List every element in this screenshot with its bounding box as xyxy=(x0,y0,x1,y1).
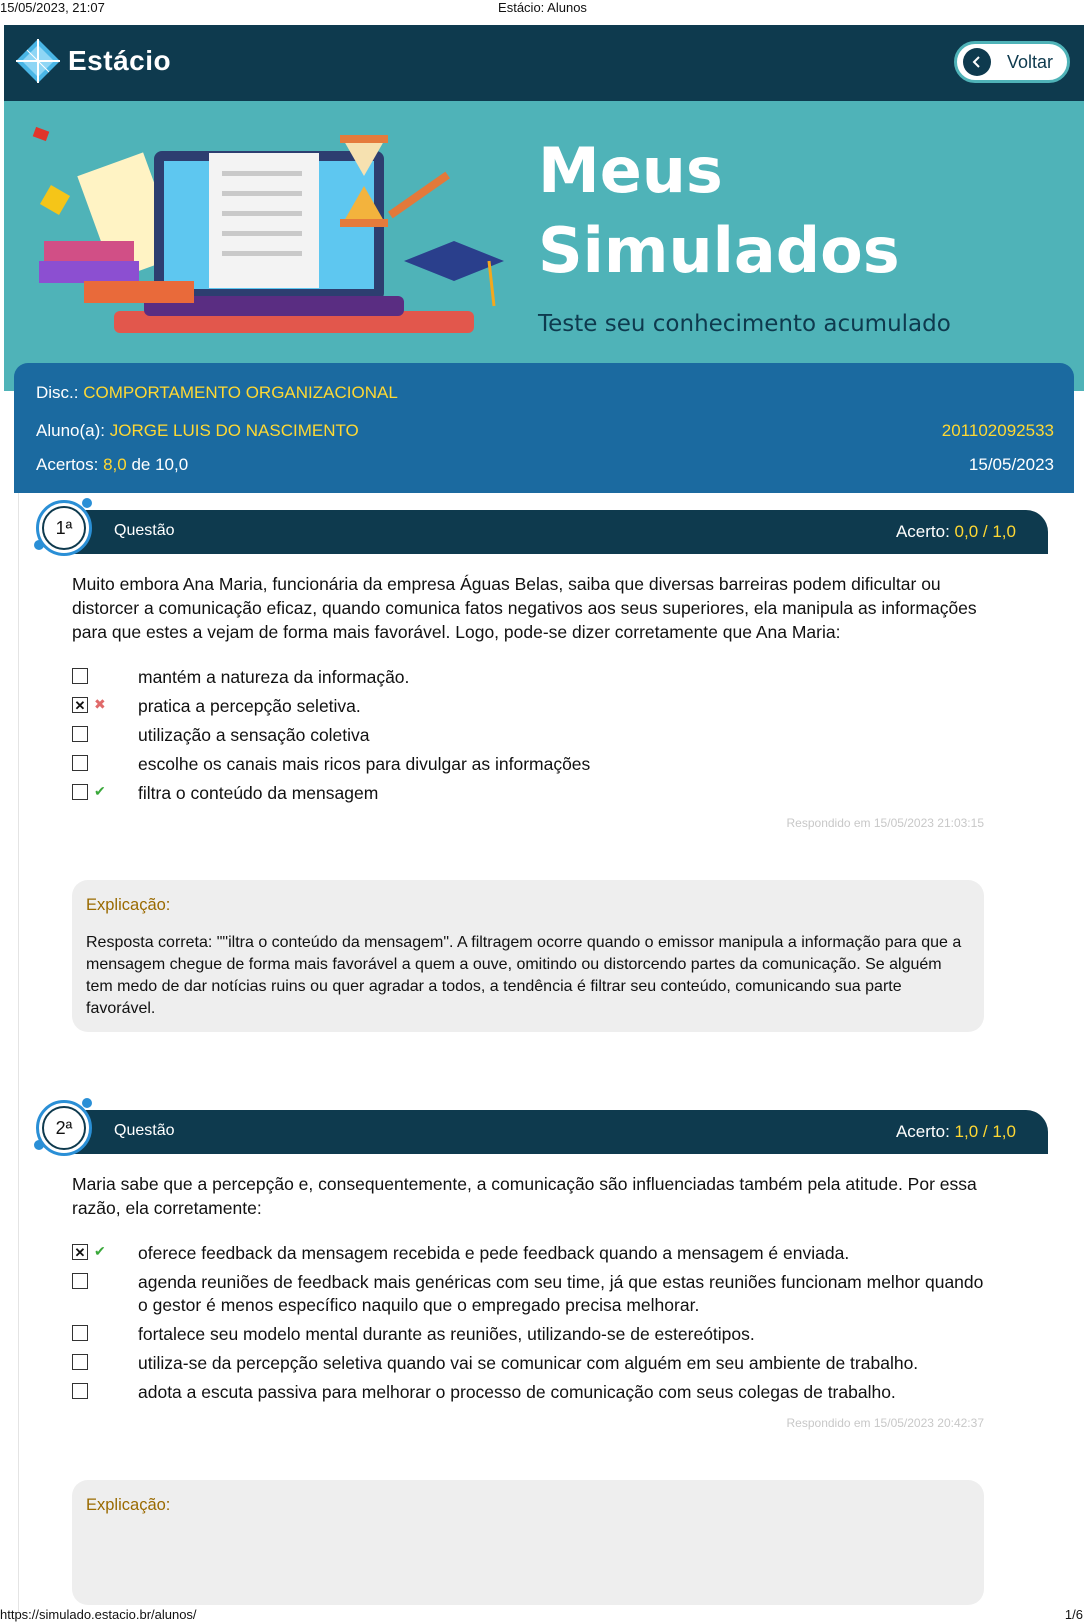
option-text: utilização a sensação coletiva xyxy=(138,725,370,745)
option-d[interactable] xyxy=(72,1352,992,1375)
acerto-total: / 1,0 xyxy=(982,522,1016,541)
study-illustration xyxy=(24,121,524,351)
option-checkbox[interactable] xyxy=(72,755,88,771)
page-title-line2: Simulados xyxy=(538,214,900,287)
option-e[interactable] xyxy=(72,1381,992,1404)
question-number: 2ª xyxy=(42,1106,86,1150)
page-subtitle: Teste seu conhecimento acumulado xyxy=(538,311,951,337)
option-text: agenda reuniões de feedback mais genéricas com seu time, já que estas reuniões funcionam melhor quando o gestor é menos específico naquilo que o empregado precisa melhorar. xyxy=(138,1272,984,1315)
content-border xyxy=(18,493,19,1613)
no-mark xyxy=(94,1352,110,1370)
question-1-options xyxy=(72,666,992,811)
page-title-line1: Meus xyxy=(538,134,723,207)
brand-name: Estácio xyxy=(68,45,172,76)
option-checkbox-checked[interactable]: ✕ xyxy=(72,1244,88,1260)
correct-check-icon: ✔ xyxy=(94,1243,106,1259)
correct-check-icon: ✔ xyxy=(94,783,106,799)
discipline-row xyxy=(36,383,398,403)
print-url: https://simulado.estacio.br/alunos/ xyxy=(0,1607,197,1622)
option-text: adota a escuta passiva para melhorar o processo de comunicação com seus colegas de trabalho. xyxy=(138,1382,896,1402)
exam-info-panel xyxy=(14,363,1074,493)
score-row xyxy=(36,455,188,475)
question-1-header xyxy=(18,510,1048,554)
question-label: Questão xyxy=(114,1122,175,1139)
option-checkbox[interactable] xyxy=(72,1273,88,1289)
question-1-explanation xyxy=(72,880,984,1032)
explanation-text: Resposta correta: ""iltra o conteúdo da mensagem". A filtragem ocorre quando o emissor manipula a informação para que a mensagem chegue de forma mais favorável a quem a ouve, omitindo ou distorcendo partes da comunicação. Se alguém tem medo de dar notícias ruins ou quer agradar a todos, a tendência é filtrar seu conteúdo, comunicando sua parte favorável. xyxy=(86,934,962,1017)
answered-timestamp: Respondido em 15/05/2023 21:03:15 xyxy=(786,816,984,830)
no-mark xyxy=(94,753,110,771)
option-text: pratica a percepção seletiva. xyxy=(138,696,361,716)
score-value: 8,0 xyxy=(103,455,127,474)
student-row xyxy=(36,421,359,441)
no-mark xyxy=(94,666,110,684)
acerto-value: 1,0 xyxy=(954,1122,979,1141)
student-id: 201102092533 xyxy=(941,421,1054,440)
question-2-options xyxy=(72,1242,992,1410)
print-title: Estácio: Alunos xyxy=(498,0,587,15)
print-header xyxy=(0,0,1085,16)
option-a[interactable] xyxy=(72,666,992,689)
print-page: 1/6 xyxy=(1064,1607,1083,1622)
option-b[interactable] xyxy=(72,1271,992,1317)
answered-timestamp: Respondido em 15/05/2023 20:42:37 xyxy=(786,1416,984,1430)
acerto-total: / 1,0 xyxy=(982,1122,1016,1141)
option-text: filtra o conteúdo da mensagem xyxy=(138,783,379,803)
option-text: mantém a natureza da informação. xyxy=(138,667,410,687)
no-mark xyxy=(94,1323,110,1341)
option-checkbox[interactable] xyxy=(72,1325,88,1341)
back-button-label: Voltar xyxy=(1007,51,1054,72)
acerto-label: Acerto: xyxy=(895,522,950,541)
question-1-text: Muito embora Ana Maria, funcionária da empresa Águas Belas, saiba que diversas barreiras podem dificultar ou distorcer a comunicação eficaz, quando comunica fatos negativos aos seus superiores, ela manipula as informações para que estes a vejam de forma mais favorável. Logo, pode-se dizer corretamente que Ana Maria: xyxy=(72,574,977,642)
estacio-logo[interactable] xyxy=(14,37,171,85)
student-label: Aluno(a): xyxy=(36,421,105,440)
question-2-header xyxy=(18,1110,1048,1154)
no-mark xyxy=(94,1381,110,1399)
top-navbar xyxy=(4,25,1084,101)
estacio-logo-icon xyxy=(14,37,62,85)
option-text: utiliza-se da percepção seletiva quando vai se comunicar com alguém em seu ambiente de trabalho. xyxy=(138,1353,919,1373)
explanation-title: Explicação: xyxy=(86,1496,171,1514)
option-checkbox[interactable] xyxy=(72,726,88,742)
print-footer xyxy=(0,1606,1085,1624)
page-title xyxy=(538,131,900,291)
score-label: Acertos: xyxy=(36,455,99,474)
question-number-badge xyxy=(36,1100,96,1160)
option-a[interactable] xyxy=(72,1242,992,1265)
score-total: de 10,0 xyxy=(131,455,189,474)
option-text: fortalece seu modelo mental durante as reuniões, utilizando-se de estereótipos. xyxy=(138,1324,755,1344)
exam-date: 15/05/2023 xyxy=(968,455,1054,474)
option-e[interactable] xyxy=(72,782,992,805)
option-b[interactable] xyxy=(72,695,992,718)
question-score xyxy=(896,1122,1016,1142)
option-c[interactable] xyxy=(72,1323,992,1346)
option-checkbox[interactable] xyxy=(72,668,88,684)
question-number-badge xyxy=(36,500,96,560)
question-number: 1ª xyxy=(42,506,86,550)
no-mark xyxy=(94,724,110,742)
explanation-title: Explicação: xyxy=(86,896,171,914)
acerto-value: 0,0 xyxy=(954,522,979,541)
question-score xyxy=(896,522,1016,542)
print-datetime: 15/05/2023, 21:07 xyxy=(0,0,105,15)
option-text: escolhe os canais mais ricos para divulgar as informações xyxy=(138,754,591,774)
option-d[interactable] xyxy=(72,753,992,776)
discipline-label: Disc.: xyxy=(36,383,79,402)
chevron-left-icon xyxy=(963,48,991,76)
no-mark xyxy=(94,1271,110,1289)
option-checkbox[interactable] xyxy=(72,1354,88,1370)
hero-banner xyxy=(4,101,1084,391)
option-c[interactable] xyxy=(72,724,992,747)
option-checkbox-checked[interactable]: ✕ xyxy=(72,697,88,713)
discipline-value: COMPORTAMENTO ORGANIZACIONAL xyxy=(83,383,398,402)
acerto-label: Acerto: xyxy=(895,1122,950,1141)
option-checkbox[interactable] xyxy=(72,1383,88,1399)
wrong-x-icon: ✖ xyxy=(94,696,106,712)
page-frame xyxy=(4,25,1084,1605)
back-button[interactable] xyxy=(954,41,1070,83)
student-name: JORGE LUIS DO NASCIMENTO xyxy=(109,421,359,440)
option-checkbox[interactable] xyxy=(72,784,88,800)
question-2-explanation xyxy=(72,1480,984,1605)
option-text: oferece feedback da mensagem recebida e pede feedback quando a mensagem é enviada. xyxy=(138,1243,850,1263)
question-label: Questão xyxy=(114,522,175,539)
question-2-text: Maria sabe que a percepção e, consequentemente, a comunicação são influenciadas também pela atitude. Por essa razão, ela corretamente: xyxy=(72,1174,977,1218)
